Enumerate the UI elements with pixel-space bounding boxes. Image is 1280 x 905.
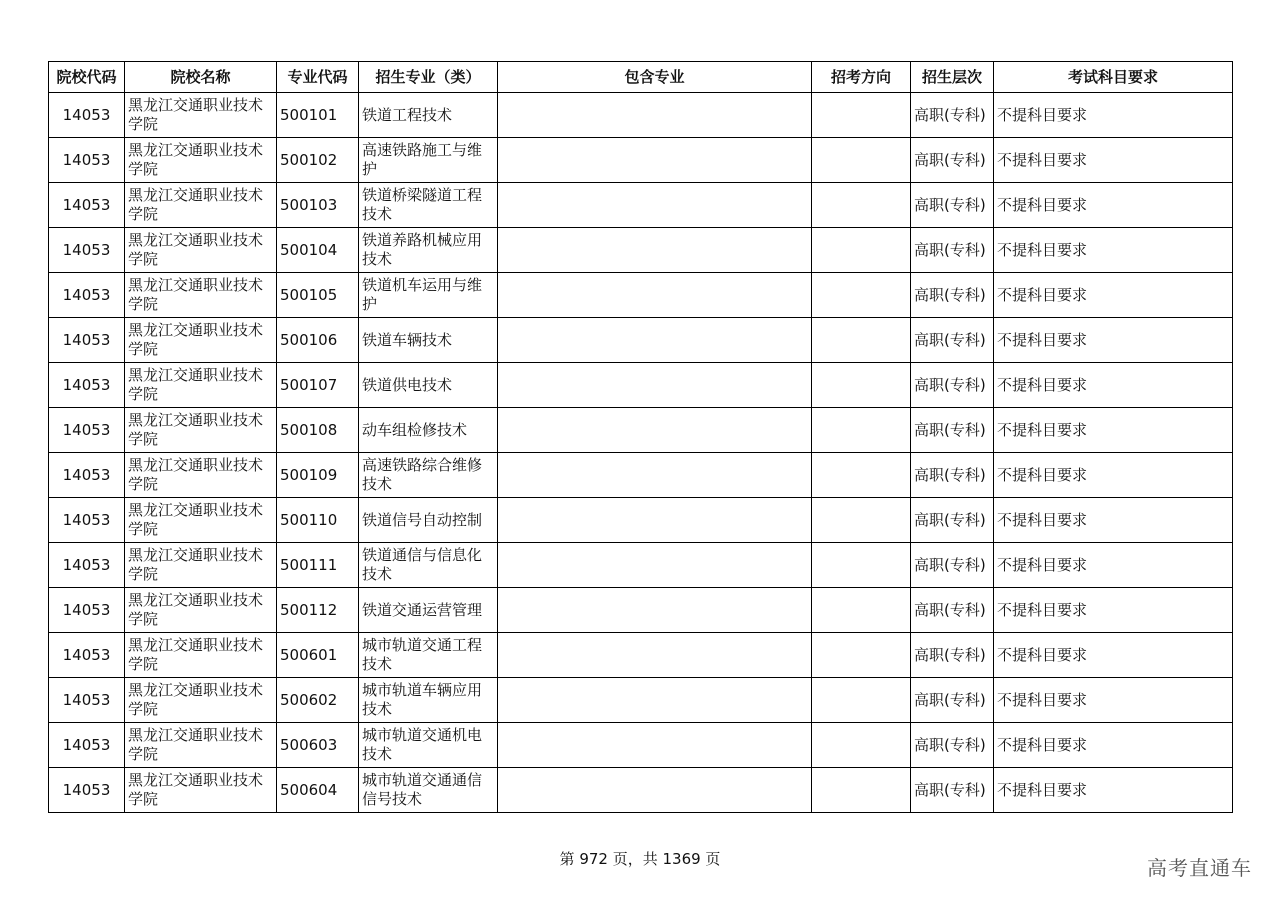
table-row [49,723,1233,768]
cell-included-majors [498,273,812,318]
cell-direction [812,498,911,543]
cell-included-majors [498,768,812,813]
cell-major: 城市轨道车辆应用技术 [359,678,498,723]
cell-level: 高职(专科) [911,768,994,813]
cell-level: 高职(专科) [911,93,994,138]
cell-included-majors [498,138,812,183]
cell-direction [812,228,911,273]
cell-major-code: 500112 [277,588,359,633]
cell-major-code: 500602 [277,678,359,723]
cell-level: 高职(专科) [911,363,994,408]
cell-major-code: 500107 [277,363,359,408]
cell-direction [812,543,911,588]
cell-major: 高速铁路施工与维护 [359,138,498,183]
cell-major: 铁道信号自动控制 [359,498,498,543]
cell-major-code: 500102 [277,138,359,183]
cell-included-majors [498,363,812,408]
cell-school-name: 黑龙江交通职业技术学院 [125,768,277,813]
cell-major: 铁道车辆技术 [359,318,498,363]
cell-level: 高职(专科) [911,498,994,543]
cell-school-name: 黑龙江交通职业技术学院 [125,183,277,228]
cell-school-name: 黑龙江交通职业技术学院 [125,318,277,363]
watermark-text: 高考直通车 [1147,856,1252,880]
cell-school-code: 14053 [49,588,125,633]
cell-major: 高速铁路综合维修技术 [359,453,498,498]
cell-level: 高职(专科) [911,408,994,453]
cell-school-name: 黑龙江交通职业技术学院 [125,363,277,408]
cell-major: 城市轨道交通工程技术 [359,633,498,678]
table-row [49,228,1233,273]
table-row [49,183,1233,228]
cell-school-code: 14053 [49,768,125,813]
cell-requirement: 不提科目要求 [994,273,1233,318]
cell-level: 高职(专科) [911,543,994,588]
cell-major: 铁道供电技术 [359,363,498,408]
cell-included-majors [498,678,812,723]
cell-major-code: 500104 [277,228,359,273]
header-requirement: 考试科目要求 [994,62,1233,93]
cell-school-name: 黑龙江交通职业技术学院 [125,228,277,273]
cell-included-majors [498,453,812,498]
cell-school-name: 黑龙江交通职业技术学院 [125,273,277,318]
cell-school-code: 14053 [49,318,125,363]
header-major: 招生专业（类） [359,62,498,93]
cell-included-majors [498,93,812,138]
cell-school-code: 14053 [49,498,125,543]
cell-major: 铁道通信与信息化技术 [359,543,498,588]
table-row [49,408,1233,453]
table-row [49,678,1233,723]
page-number: 第 972 页，共 1369 页 [559,850,721,868]
cell-major-code: 500111 [277,543,359,588]
cell-requirement: 不提科目要求 [994,543,1233,588]
cell-requirement: 不提科目要求 [994,183,1233,228]
table-row [49,273,1233,318]
header-included-majors: 包含专业 [498,62,812,93]
table-row [49,588,1233,633]
cell-school-code: 14053 [49,453,125,498]
cell-school-code: 14053 [49,543,125,588]
cell-included-majors [498,408,812,453]
admissions-table-container [48,61,1232,813]
cell-major: 铁道桥梁隧道工程技术 [359,183,498,228]
cell-direction [812,768,911,813]
cell-direction [812,678,911,723]
cell-school-code: 14053 [49,723,125,768]
cell-school-name: 黑龙江交通职业技术学院 [125,633,277,678]
cell-major: 铁道机车运用与维护 [359,273,498,318]
cell-included-majors [498,723,812,768]
cell-level: 高职(专科) [911,228,994,273]
cell-requirement: 不提科目要求 [994,633,1233,678]
header-school-name: 院校名称 [125,62,277,93]
cell-included-majors [498,228,812,273]
cell-major: 动车组检修技术 [359,408,498,453]
cell-direction [812,183,911,228]
cell-school-name: 黑龙江交通职业技术学院 [125,498,277,543]
cell-major-code: 500604 [277,768,359,813]
cell-direction [812,363,911,408]
cell-direction [812,318,911,363]
cell-major-code: 500601 [277,633,359,678]
cell-included-majors [498,183,812,228]
cell-requirement: 不提科目要求 [994,453,1233,498]
cell-direction [812,588,911,633]
admissions-table [48,61,1233,813]
cell-major-code: 500603 [277,723,359,768]
table-row [49,633,1233,678]
table-row [49,498,1233,543]
cell-major: 铁道养路机械应用技术 [359,228,498,273]
cell-major-code: 500105 [277,273,359,318]
cell-requirement: 不提科目要求 [994,363,1233,408]
header-major-code: 专业代码 [277,62,359,93]
cell-major: 铁道交通运营管理 [359,588,498,633]
cell-included-majors [498,588,812,633]
cell-included-majors [498,498,812,543]
cell-school-name: 黑龙江交通职业技术学院 [125,138,277,183]
cell-school-code: 14053 [49,183,125,228]
table-row [49,318,1233,363]
cell-level: 高职(专科) [911,138,994,183]
cell-included-majors [498,318,812,363]
table-body [49,93,1233,813]
cell-school-name: 黑龙江交通职业技术学院 [125,453,277,498]
cell-direction [812,273,911,318]
cell-school-code: 14053 [49,678,125,723]
cell-major-code: 500101 [277,93,359,138]
cell-school-code: 14053 [49,228,125,273]
header-direction: 招考方向 [812,62,911,93]
cell-level: 高职(专科) [911,588,994,633]
header-school-code: 院校代码 [49,62,125,93]
cell-school-code: 14053 [49,363,125,408]
cell-major-code: 500103 [277,183,359,228]
cell-requirement: 不提科目要求 [994,93,1233,138]
cell-requirement: 不提科目要求 [994,228,1233,273]
cell-major-code: 500109 [277,453,359,498]
cell-level: 高职(专科) [911,183,994,228]
cell-requirement: 不提科目要求 [994,723,1233,768]
header-level: 招生层次 [911,62,994,93]
cell-direction [812,93,911,138]
cell-school-code: 14053 [49,633,125,678]
cell-school-code: 14053 [49,138,125,183]
cell-school-name: 黑龙江交通职业技术学院 [125,93,277,138]
table-row [49,768,1233,813]
cell-school-code: 14053 [49,93,125,138]
table-header-row [49,62,1233,93]
cell-major-code: 500108 [277,408,359,453]
cell-requirement: 不提科目要求 [994,138,1233,183]
cell-major: 铁道工程技术 [359,93,498,138]
cell-major-code: 500106 [277,318,359,363]
table-row [49,138,1233,183]
table-row [49,453,1233,498]
cell-major: 城市轨道交通通信信号技术 [359,768,498,813]
cell-requirement: 不提科目要求 [994,408,1233,453]
cell-requirement: 不提科目要求 [994,768,1233,813]
cell-school-code: 14053 [49,273,125,318]
cell-direction [812,453,911,498]
cell-requirement: 不提科目要求 [994,588,1233,633]
cell-level: 高职(专科) [911,453,994,498]
cell-included-majors [498,543,812,588]
cell-school-name: 黑龙江交通职业技术学院 [125,408,277,453]
cell-direction [812,408,911,453]
cell-requirement: 不提科目要求 [994,318,1233,363]
cell-requirement: 不提科目要求 [994,498,1233,543]
cell-school-name: 黑龙江交通职业技术学院 [125,543,277,588]
cell-school-name: 黑龙江交通职业技术学院 [125,588,277,633]
cell-direction [812,138,911,183]
cell-requirement: 不提科目要求 [994,678,1233,723]
table-row [49,93,1233,138]
cell-direction [812,723,911,768]
cell-level: 高职(专科) [911,678,994,723]
cell-major-code: 500110 [277,498,359,543]
cell-school-name: 黑龙江交通职业技术学院 [125,723,277,768]
cell-school-code: 14053 [49,408,125,453]
cell-level: 高职(专科) [911,318,994,363]
cell-level: 高职(专科) [911,633,994,678]
cell-included-majors [498,633,812,678]
cell-major: 城市轨道交通机电技术 [359,723,498,768]
table-row [49,363,1233,408]
cell-direction [812,633,911,678]
cell-level: 高职(专科) [911,273,994,318]
cell-school-name: 黑龙江交通职业技术学院 [125,678,277,723]
table-row [49,543,1233,588]
cell-level: 高职(专科) [911,723,994,768]
